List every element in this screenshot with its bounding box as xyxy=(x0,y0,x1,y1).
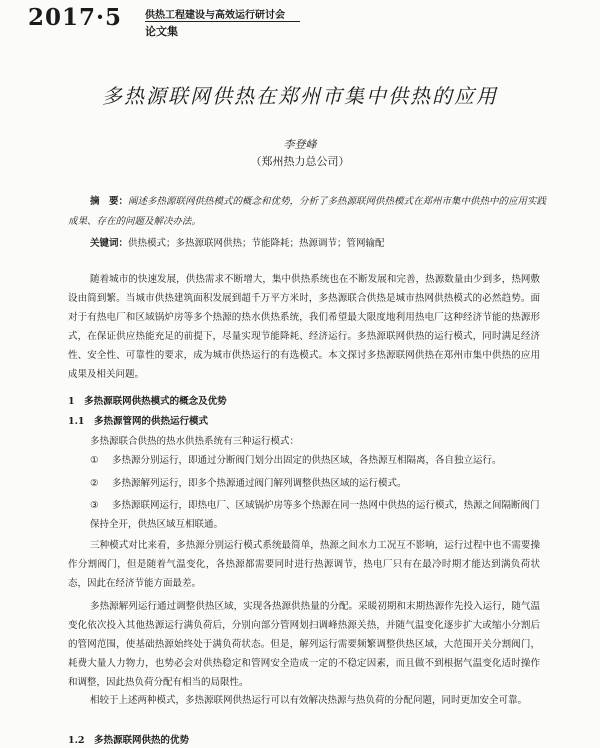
mode-number: ② xyxy=(90,478,99,489)
section-label: 论文集 xyxy=(145,25,178,38)
subsection-heading-1-1: 1.1 多热源管网的供热运行模式 xyxy=(68,416,209,427)
header-rule xyxy=(145,21,300,22)
journal-year: 2017·5 xyxy=(28,4,123,31)
author: 李登峰 xyxy=(283,138,317,151)
mode-text: 多热源解列运行，即多个热源通过阀门解列调整供热区域的运行模式。 xyxy=(112,478,407,489)
abstract-label: 摘 要： xyxy=(90,196,129,207)
section-heading-1: 1 多热源联网供热模式的概念及优势 xyxy=(68,396,227,407)
comparison-paragraph: 三种模式对比来看，多热源分别运行模式系统最简单，热源之间水力工况互不影响，运行过程中也不需要操作分割阀门，但是随着气温变化，各热源都需要同时进行热源调节，热电厂只有在最冷时期才能达到满负荷状态，因此在经济节能方面最差。 xyxy=(68,540,540,589)
summary-paragraph: 相较于上述两种模式，多热源联网供热运行可以有效解决热源与热负荷的分配问题，同时更加安全可靠。 xyxy=(90,695,528,706)
mode-text: 多热源分别运行，即通过分断阀门划分出固定的供热区域，各热源互相隔离，各自独立运行。 xyxy=(112,455,502,466)
keywords xyxy=(90,236,550,252)
affiliation: （郑州热力总公司） xyxy=(250,155,350,168)
intro-paragraph: 随着城市的快速发展，供热需求不断增大，集中供热系统也在不断发展和完善，热源数量由少到多，热网敷设由简到繁。当城市供热建筑面积发展到超千万平方米时，多热源联合供热是城市热网供热模式的必然趋势。面对于有热电厂和区域锅炉房等多个热源的热水供热系统，我们希望最大限度地利用热电厂这种经济节能的热源形式，在保证供应热能充足的前提下，尽量实现节能降耗、经济运行。多热源联网供热的运行模式，同时满足经济性、安全性、可靠性的要求，成为城市供热运行的有选模式。本文探讨多热源联网供热在郑州市集中供热的应用成果及相关问题。 xyxy=(68,274,540,380)
paper-title: 多热源联网供热在郑州市集中供热的应用 xyxy=(102,84,498,108)
subsection-heading-1-2: 1.2 多热源联网供热的优势 xyxy=(68,735,190,746)
mode-text: 多热源联网运行，即热电厂、区域锅炉房等多个热源在同一热网中供热的运行模式，热源之间隔断阀门保持全开，供热区域互相联通。 xyxy=(90,500,540,530)
modes-intro: 多热源联合供热的热水供热系统有三种运行模式： xyxy=(90,436,300,447)
mode-number: ③ xyxy=(90,500,99,511)
mode-item xyxy=(90,474,542,493)
mode-item xyxy=(90,451,542,470)
keywords-label: 关键词： xyxy=(90,238,129,249)
abstract-text: 阐述多热源联网供热模式的概念和优势，分析了多热源联网供热模式在郑州市集中供热中的应用实践成果、存在的问题及解决办法。 xyxy=(68,196,547,227)
mode-item xyxy=(90,496,542,534)
conference-name: 供热工程建设与高效运行研讨会 xyxy=(145,10,285,21)
keywords-text: 供热模式；多热源联网供热；节能降耗；热源调节；管网输配 xyxy=(128,238,385,249)
decouple-paragraph: 多热源解列运行通过调整供热区域，实现各热源供热量的分配。采暖初期和末期热源作先投入运行，随气温变化依次投入其他热源运行满负荷后，分别向部分管网划扫调峰热源关热，并随气温变化逐步扩大或缩小分割后的管网范围，使基础热源始终处于满负荷状态。但是，解列运行需要频繁调整供热区域，大范围开关分割阀门，耗费大量人力物力，也势必会对供热稳定和管网安全造成一定的不稳定因素，而且做不到根据气温变化适时操作和调整，因此热负荷分配有相当的局限性。 xyxy=(68,601,540,688)
mode-number: ① xyxy=(90,455,99,466)
abstract xyxy=(68,192,548,232)
